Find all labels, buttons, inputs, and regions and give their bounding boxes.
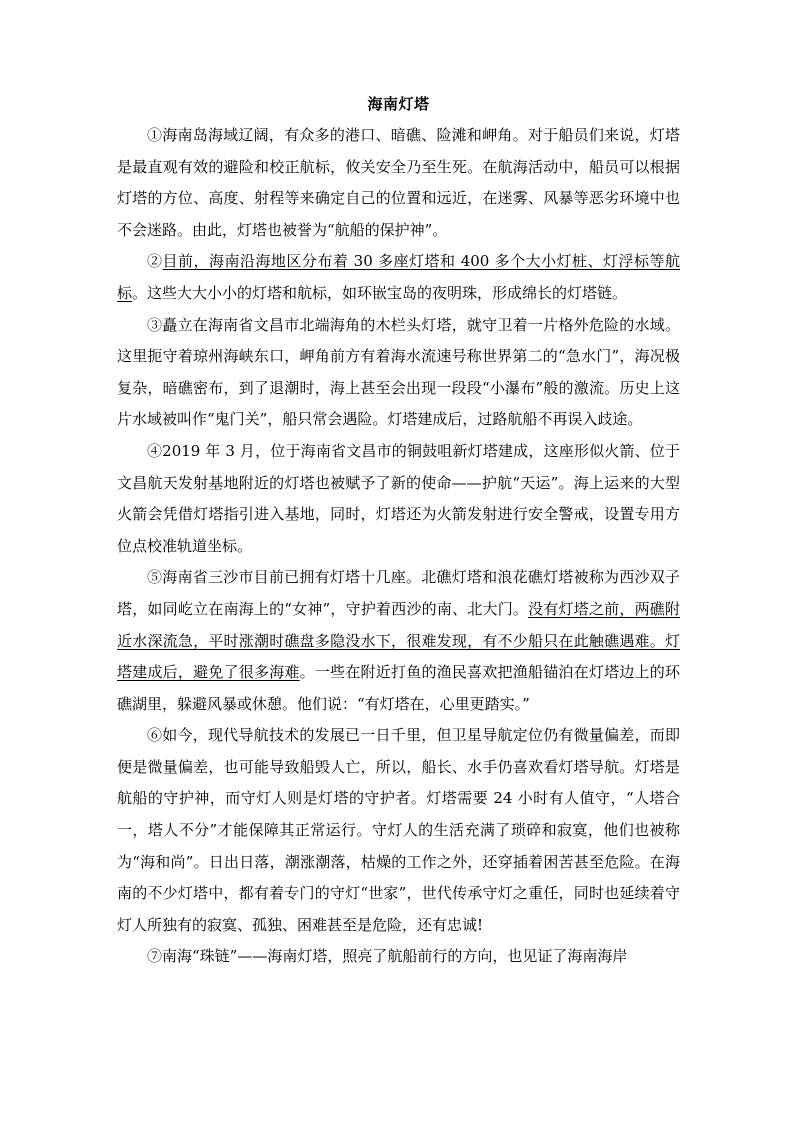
paragraph-1 <box>117 120 680 246</box>
paragraph-4 <box>117 436 680 562</box>
paragraph-text: ④2019 年 3 月，位于海南省文昌市的铜鼓咀新灯塔建成，这座形似火箭、位于文昌航天发射基地附近的灯塔也被赋予了新的使命——护航“天运”。海上运来的大型火箭会凭借灯塔指引进入基地，同时，灯塔还为火箭发射进行安全警戒，设置专用方位点校准轨道坐标。 <box>117 441 680 555</box>
paragraph-text: ⑥如今，现代导航技术的发展已一日千里，但卫星导航定位仍有微量偏差，而即便是微量偏差，也可能导致船毁人亡，所以，船长、水手仍喜欢看灯塔导航。灯塔是航船的守护神，而守灯人则是灯塔的守护者。灯塔需要 24 小时有人值守，“人塔合一，塔人不分”才能保障其正常运行。守灯人的生活充满了琐碎和寂寞，他们也被称为“海和尚”。日出日落，潮涨潮落，枯燥的工作之外，还穿插着困苦甚至危险。在海南的不少灯塔中，都有着专门的守灯“世家”，世代传承守灯之重任，同时也延续着守灯人所独有的寂寞、孤独、困难甚至是危险，还有忠诚! <box>117 726 680 934</box>
document-title: 海南灯塔 <box>367 95 430 113</box>
paragraph-text: ⑦南海“珠链”——海南灯塔，照亮了航船前行的方向，也见证了海南海岸 <box>147 947 628 966</box>
paragraph-text: ①海南岛海域辽阔，有众多的港口、暗礁、险滩和岬角。对于船员们来说，灯塔是最直观有效的避险和校正航标，攸关安全乃至生死。在航海活动中，船员可以根据灯塔的方位、高度、射程等来确定自己的位置和远近，在迷雾、风暴等恶劣环境中也不会迷路。由此，灯塔也被誉为“航船的保护神”。 <box>117 126 680 239</box>
paragraph-7 <box>117 941 680 973</box>
underlined-sentence: 目前，海南沿海地区分布着 30 多座灯塔和 400 多个大小灯桩、灯浮标等航标 <box>117 252 680 302</box>
document-page <box>117 92 680 973</box>
paragraph-text: ② <box>147 252 163 271</box>
paragraph-text: 。这些大大小小的灯塔和航标，如环嵌宝岛的夜明珠，形成绵长的灯塔链。 <box>132 283 628 302</box>
underlined-sentence: 没有灯塔之前，两礁附近水深流急，平时涨潮时礁盘多隐没水下，很难发现，有不少船只在此触礁遇难。灯塔建成后，避免了很多海难 <box>117 599 680 682</box>
paragraph-2 <box>117 246 680 309</box>
paragraph-6 <box>117 720 680 941</box>
paragraph-3 <box>117 310 680 436</box>
paragraph-text: ③矗立在海南省文昌市北端海角的木栏头灯塔，就守卫着一片格外危险的水域。这里扼守着琼州海峡东口，岬角前方有着海水流速号称世界第二的“急水门”，海况极复杂，暗礁密布，到了退潮时，海上甚至会出现一段段“小瀑布”般的激流。历史上这片水域被叫作“鬼门关”，船只常会遇险。灯塔建成后，过路航船不再误入歧途。 <box>117 315 680 429</box>
paragraph-text: 。一些在附近打鱼的渔民喜欢把渔船锚泊在灯塔边上的环礁湖里，躲避风暴或休憩。他们说：“有灯塔在，心里更踏实。” <box>117 663 680 713</box>
paragraph-text: ⑤海南省三沙市目前已拥有灯塔十几座。北礁灯塔和浪花礁灯塔被称为西沙双子塔，如同屹立在南海上的“女神”，守护着西沙的南、北大门。 <box>117 568 680 618</box>
paragraph-5 <box>117 562 680 720</box>
